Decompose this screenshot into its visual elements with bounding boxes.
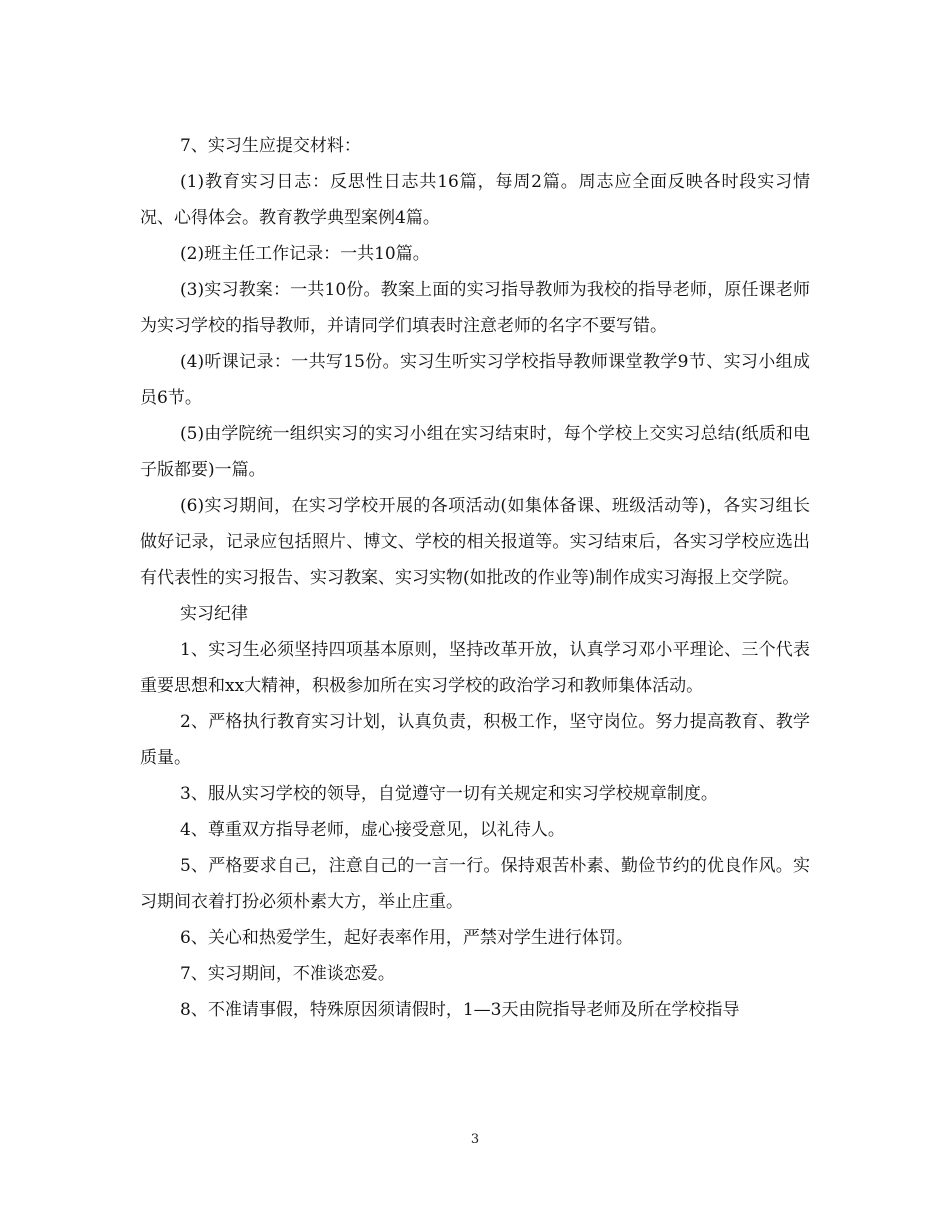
paragraph-activities-record: (6)实习期间，在实习学校开展的各项活动(如集体备课、班级活动等)，各实习组长做好记录，记录应包括照片、博文、学校的相关报道等。实习结束后，各实习学校应选出有代表性的实习报告、实习教案、实习实物(如批改的作业等)制作成实习海报上交学院。 [140, 496, 810, 588]
paragraph-lesson-plans: (3)实习教案：一共10份。教案上面的实习指导教师为我校的指导老师，原任课老师为实习学校的指导教师，并请同学们填表时注意老师的名字不要写错。 [140, 280, 810, 336]
paragraph-teaching-log: (1)教育实习日志：反思性日志共16篇，每周2篇。周志应全面反映各时段实习情况、心得体会。教育教学典型案例4篇。 [140, 172, 810, 228]
paragraph-discipline-8: 8、不准请事假，特殊原因须请假时，1—3天由院指导老师及所在学校指导 [180, 1000, 740, 1020]
paragraph-discipline-6: 6、关心和热爱学生，起好表率作用，严禁对学生进行体罚。 [180, 928, 633, 948]
paragraph-discipline-4: 4、尊重双方指导老师，虚心接受意见，以礼待人。 [180, 820, 565, 840]
section-heading-discipline: 实习纪律 [180, 604, 248, 624]
paragraph-discipline-2: 2、严格执行教育实习计划，认真负责，积极工作，坚守岗位。努力提高教育、教学质量。 [140, 712, 810, 768]
paragraph-class-teacher-record: (2)班主任工作记录：一共10篇。 [180, 244, 430, 264]
document-body [140, 128, 810, 1028]
paragraph-materials-heading: 7、实习生应提交材料： [180, 136, 361, 156]
paragraph-discipline-5: 5、严格要求自己，注意自己的一言一行。保持艰苦朴素、勤俭节约的优良作风。实习期间衣着打扮必须朴素大方，举止庄重。 [140, 856, 810, 912]
paragraph-internship-summary: (5)由学院统一组织实习的实习小组在实习结束时，每个学校上交实习总结(纸质和电子版都要)一篇。 [140, 424, 810, 480]
paragraph-lecture-records: (4)听课记录：一共写15份。实习生听实习学校指导教师课堂教学9节、实习小组成员6节。 [140, 352, 810, 408]
page-number: 3 [470, 1132, 480, 1147]
paragraph-discipline-1: 1、实习生必须坚持四项基本原则，坚持改革开放，认真学习邓小平理论、三个代表重要思想和xx大精神，积极参加所在实习学校的政治学习和教师集体活动。 [140, 640, 810, 696]
paragraph-discipline-7: 7、实习期间，不准谈恋爱。 [180, 964, 395, 984]
paragraph-discipline-3: 3、服从实习学校的领导，自觉遵守一切有关规定和实习学校规章制度。 [180, 784, 718, 804]
